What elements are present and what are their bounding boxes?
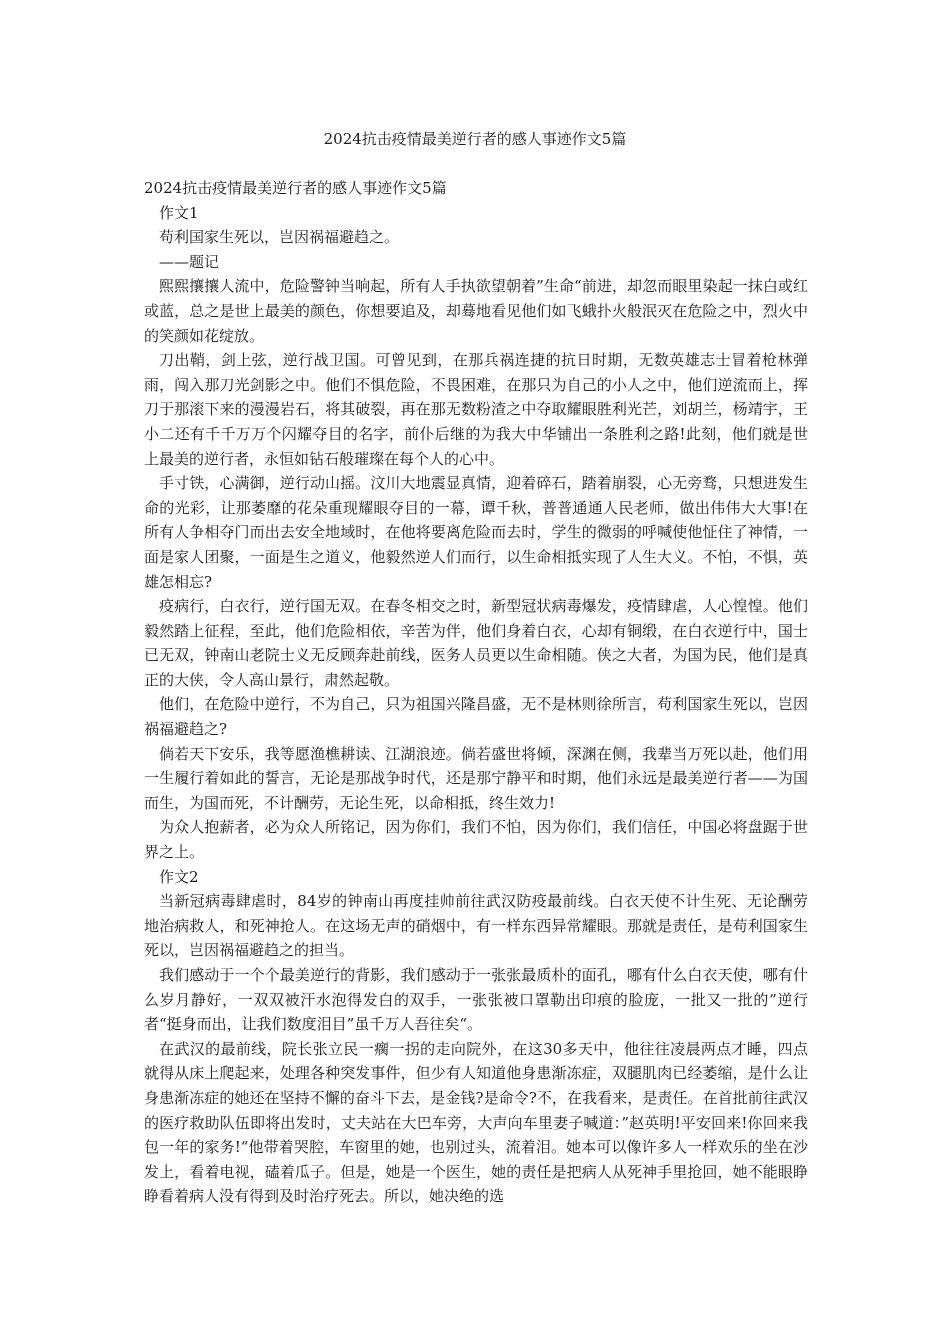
body-heading: 2024抗击疫情最美逆行者的感人事迹作文5篇 — [144, 179, 447, 197]
paragraph: 我们感动于一个个最美逆行的背影，我们感动于一张张最质朴的面孔，哪有什么白衣天使，哪有什么岁月静好，一双双被汗水泡得发白的双手，一张张被口罩勒出印痕的脸庞，一批又一批的”逆行者“挺身而出，让我们数度泪目”虽千万人吾往矣“。 — [144, 966, 808, 1034]
essay-1-label: 作文1 — [159, 203, 199, 222]
paragraph: 在武汉的最前线，院长张立民一瘸一拐的走向院外，在这30多天中，他往往凌晨两点才睡，四点就得从床上爬起来，处理各种突发事件，但少有人知道他身患渐冻症，双腿肌肉已经萎缩，是什么让身患渐冻症的她还在坚持不懈的奋斗下去，是金钱?是命令?不，在我看来，是责任。在首批前往武汉的医疗救助队伍即将出发时，丈夫站在大巴车旁，大声向车里妻子喊道：”赵英明!平安回来!你回来我包一年的家务!“他带着哭腔，车窗里的她，也别过头，流着泪。她本可以像许多人一样欢乐的坐在沙发上，看着电视，磕着瓜子。但是，她是一个医生，她的责任是把病人从死神手里抢回，她不能眼睁睁看着病人没有得到及时治疗死去。所以，她决绝的选 — [144, 1039, 808, 1206]
paragraph: 手寸铁，心满御，逆行动山摇。汶川大地震显真情，迎着碎石，踏着崩裂，心无旁骛，只想进发生命的光彩，让那萎靡的花朵重现耀眼夺目的一幕，谭千秋，普普通通人民老师，做出伟伟大大事!在所有人争相夺门而出去安全地域时，在他将要离危险而去时，学生的微弱的呼喊使他怔住了神情，一面是家人团聚，一面是生之道义，他毅然逆人们而行，以生命相抵实现了人生大义。不怕，不惧，英雄怎相忘? — [144, 474, 808, 591]
paragraph: 疫病行，白衣行，逆行国无双。在春冬相交之时，新型冠状病毒爆发，疫情肆虐，人心惶惶。他们毅然踏上征程，至此，他们危险相依，辛苦为伴，他们身着白衣，心却有铜缎，在白衣逆行中，国士已无双，钟南山老院士义无反顾奔赴前线，医务人员更以生命相随。侠之大者，为国为民，他们是真正的大侠，令人高山景行，肃然起敬。 — [144, 597, 808, 689]
paragraph: 倘若天下安乐，我等愿渔樵耕读、江湖浪迹。倘若盛世将倾，深渊在侧，我辈当万死以赴，他们用一生履行着如此的誓言，无论是那战争时代，还是那宁静平和时期，他们永远是最美逆行者——为国而生，为国而死，不计酬劳，无论生死，以命相抵，终生效力! — [144, 744, 808, 812]
document-body — [144, 176, 808, 1209]
epigraph-line: 苟利国家生死以，岂因祸福避趋之。 — [159, 228, 400, 247]
paragraph: 刀出鞘，剑上弦，逆行战卫国。可曾见到，在那兵祸连捷的抗日时期，无数英雄志士冒着枪林弹雨，闯入那刀光剑影之中。他们不惧危险，不畏困难，在那只为自己的小人之中，他们逆流而上，挥刀于那滚下来的漫漫岩石，将其破裂，再在那无数粉渣之中夺取耀眼胜利光芒，刘胡兰，杨靖宇，王小二还有千千万万个闪耀夺目的名字，前仆后继的为我大中华铺出一条胜利之路!此刻，他们就是世上最美的逆行者，永恒如钻石般璀璨在每个人的心中。 — [144, 351, 808, 468]
paragraph: 熙熙攘攘人流中，危险警钟当响起，所有人手执欲望朝着”生命“前进，却忽而眼里染起一抹白或红或蓝，总之是世上最美的颜色，你想要追及，却蓦地看见他们如飞蛾扑火般泯灭在危险之中，烈火中的笑颜如花绽放。 — [144, 277, 808, 345]
essay-2-label: 作文2 — [159, 867, 199, 886]
paragraph: 为众人抱薪者，必为众人所铭记，因为你们，我们不怕，因为你们，我们信任，中国必将盘踞于世界之上。 — [144, 818, 808, 862]
epigraph-attribution: ——题记 — [159, 252, 220, 271]
document-title: 2024抗击疫情最美逆行者的感人事迹作文5篇 — [323, 130, 627, 148]
paragraph: 当新冠病毒肆虐时，84岁的钟南山再度挂帅前往武汉防疫最前线。白衣天使不计生死、无论酬劳地治病救人，和死神抢人。在这场无声的硝烟中，有一样东西异常耀眼。那就是责任，是苟利国家生死以，岂因祸福避趋之的担当。 — [144, 892, 808, 960]
paragraph: 他们，在危险中逆行，不为自己，只为祖国兴隆昌盛，无不是林则徐所言，苟利国家生死以，岂因祸福避趋之? — [144, 695, 808, 739]
